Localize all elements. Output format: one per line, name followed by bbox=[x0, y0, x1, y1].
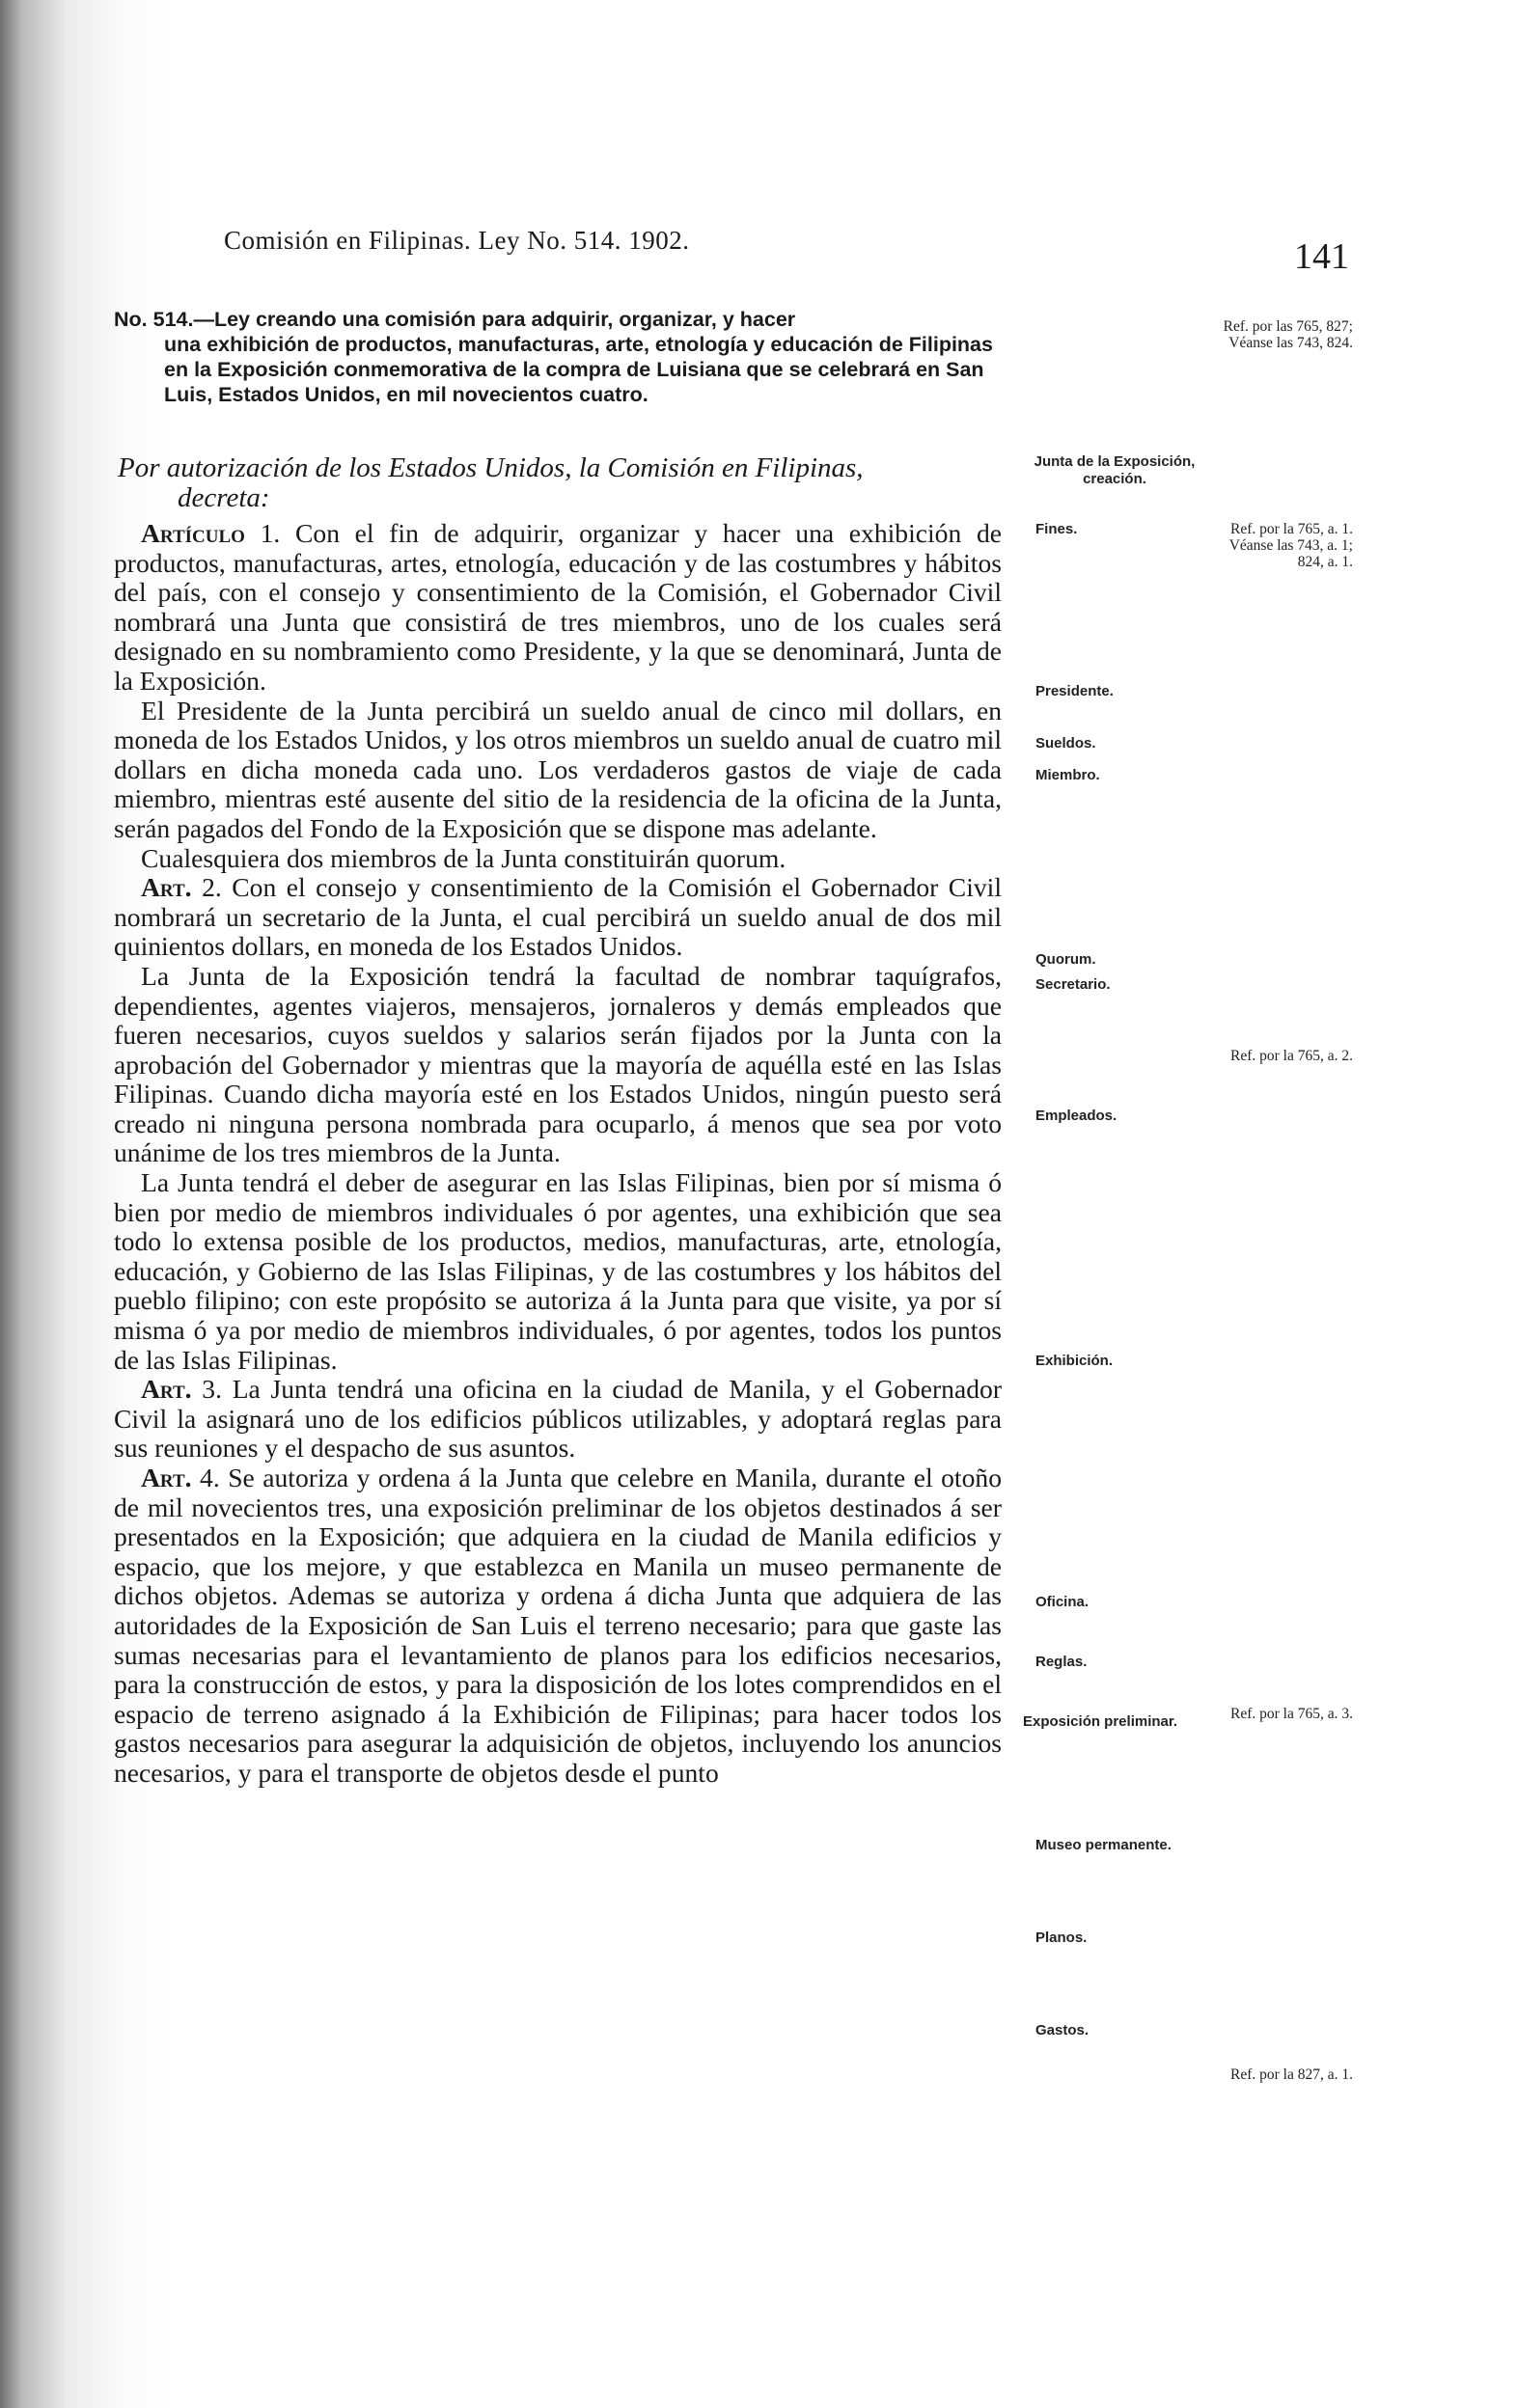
margin-note-junta: Junta de la Exposición, creación. bbox=[1034, 453, 1196, 487]
cross-reference: Ref. por las 765, 827; Véanse las 743, 824. bbox=[1223, 318, 1353, 351]
paragraph-text: Se autoriza y ordena á la Junta que celebre en Manila, durante el otoño de mil novecientos tres, una exposición preliminar de los objetos destinados á ser presentados en la Exposición; que adquiera en la ciudad de Manila edificios y espacio, que los mejore, y que establezca en Manila un museo permanente de dichos objetos. Ademas se autoriza y ordena á dicha Junta que adquiera de las autoridades de la Exposición de San Luis el terreno necesario; para que gaste las sumas necesarias para el levantamiento de planos para los edificios necesarios, para la construcción de estos, y para la disposición de los lotes comprendidos en el espacio de terreno asignado á la Exhibición de Filipinas; para hacer todos los gastos necesarios para asegurar la adquisición de objetos, incluyendo los anuncios necesarios, y para el transporte de objetos desde el punto bbox=[114, 1463, 1002, 1788]
paragraph-salaries: El Presidente de la Junta percibirá un sueldo anual de cinco mil dollars, en moneda de los Estados Unidos, y los otros miembros un sueldo anual de cuatro mil dollars en dicha moneda cada uno. Los verdaderos gastos de viaje de cada miembro, mientras esté ausente del sitio de la residencia de la oficina de la Junta, serán pagados del Fondo de la Exposición que se dispone mas adelante. bbox=[114, 695, 1002, 843]
paragraph-article-4 bbox=[114, 1464, 1002, 1789]
article-number: 1. bbox=[260, 518, 281, 548]
margin-note-quorum: Quorum. bbox=[1035, 951, 1096, 968]
paragraph-quorum: Cualesquiera dos miembros de la Junta constituirán quorum. bbox=[141, 842, 786, 873]
law-body bbox=[114, 519, 1002, 1789]
margin-note-gastos: Gastos. bbox=[1035, 2022, 1089, 2039]
margin-note-museo: Museo permanente. bbox=[1035, 1837, 1172, 1853]
enacting-clause bbox=[118, 453, 1006, 513]
margin-note-fines: Fines. bbox=[1035, 521, 1078, 537]
paragraph-employees: La Junta de la Exposición tendrá la facultad de nombrar taquígrafos, dependientes, agentes viajeros, mensajeros, jornaleros y demás empleados que fueren necesarios, cuyos sueldos y salarios serán fijados por la Junta con la aprobación del Gobernador y mientras que la mayoría de aquélla esté en las Islas Filipinas. Cuando dicha mayoría esté en los Estados Unidos, ningún puesto será creado ni ninguna persona nombrada para ocuparlo, á menos que sea por voto unánime de los tres miembros de la Junta. bbox=[114, 960, 1002, 1168]
paragraph-text: Con el consejo y consentimiento de la Comisión el Gobernador Civil nombrará un secretario de la Junta, el cual percibirá un sueldo anual de dos mil quinientos dollars, en moneda de los Estados Unidos. bbox=[114, 872, 1002, 962]
article-label: Art. bbox=[141, 1374, 192, 1405]
article-number: 2. bbox=[202, 872, 222, 903]
paragraph-article-2 bbox=[114, 873, 1002, 962]
cross-reference: Ref. por la 765, a. 2. bbox=[1230, 1048, 1353, 1064]
enacting-clause-line2: decreta: bbox=[178, 482, 270, 513]
margin-note-empleados: Empleados. bbox=[1035, 1108, 1117, 1124]
margin-note-exposicion-preliminar: Exposición preliminar. bbox=[1023, 1713, 1178, 1730]
paragraph-article-1 bbox=[114, 519, 1002, 697]
running-header: Comisión en Filipinas. Ley No. 514. 1902. bbox=[224, 226, 690, 255]
paragraph-article-3 bbox=[114, 1375, 1002, 1464]
law-title-first-line: —Ley creando una comisión para adquirir, organizar, y hacer bbox=[193, 308, 796, 331]
margin-note-reglas: Reglas. bbox=[1035, 1654, 1088, 1670]
law-title bbox=[114, 307, 1000, 407]
article-number: 3. bbox=[202, 1374, 222, 1405]
paragraph-text: Con el fin de adquirir, organizar y hacer una exhibición de productos, manufacturas, artes, etnología, educación y de las costumbres y hábitos del país, con el consejo y consentimiento de la Comisión, el Gobernador Civil nombrará una Junta que consistirá de tres miembros, uno de los cuales será designado en su nombramiento como Presidente, y la que se denominará, Junta de la Exposición. bbox=[114, 518, 1002, 696]
margin-note-presidente: Presidente. bbox=[1035, 683, 1114, 699]
paragraph-text: La Junta tendrá una oficina en la ciudad de Manila, y el Gobernador Civil la asignará uno de los edificios públicos utilizables, y adoptará reglas para sus reuniones y el despacho de sus asuntos. bbox=[114, 1374, 1003, 1464]
margin-note-planos: Planos. bbox=[1035, 1929, 1088, 1946]
cross-reference: Ref. por la 765, a. 3. bbox=[1230, 1706, 1353, 1722]
article-label: Art. bbox=[141, 1463, 192, 1492]
paragraph-exhibition: La Junta tendrá el deber de asegurar en las Islas Filipinas, bien por sí misma ó bien por medio de miembros individuales ó por agentes, una exhibición que sea todo lo extensa posible de los productos, medios, manufacturas, arte, etnología, educación, y Gobierno de las Islas Filipinas, y de las costumbres y los hábitos del pueblo filipino; con este propósito se autoriza á la Junta para que visite, ya por sí misma ó ya por medio de miembros individuales, ó por agentes, todos los puntos de las Islas Filipinas. bbox=[114, 1167, 1002, 1375]
article-label: Art. bbox=[141, 872, 192, 903]
article-label: Artículo bbox=[141, 518, 245, 548]
article-number: 4. bbox=[200, 1463, 220, 1492]
cross-reference: Ref. por la 827, a. 1. bbox=[1230, 2066, 1353, 2083]
margin-note-exhibicion: Exhibición. bbox=[1035, 1353, 1114, 1369]
law-number: No. 514. bbox=[114, 308, 194, 331]
margin-note-secretario: Secretario. bbox=[1035, 976, 1111, 993]
enacting-clause-line1: Por autorización de los Estados Unidos, la Comisión en Filipinas, bbox=[118, 452, 864, 483]
page-number: 141 bbox=[1294, 236, 1349, 277]
cross-reference: Ref. por la 765, a. 1. Véanse las 743, a. 1; 824, a. 1. bbox=[1228, 521, 1353, 570]
margin-note-oficina: Oficina. bbox=[1035, 1594, 1089, 1610]
margin-note-miembro: Miembro. bbox=[1035, 767, 1100, 783]
law-title-rest: una exhibición de productos, manufacturas, arte, etnología y educación de Filipinas en la Exposición conmemorativa de la compra de Luisiana que se celebrará en San Luis, Estados Unidos, en mil novecientos cuatro. bbox=[164, 333, 993, 406]
margin-note-sueldos: Sueldos. bbox=[1035, 735, 1096, 752]
